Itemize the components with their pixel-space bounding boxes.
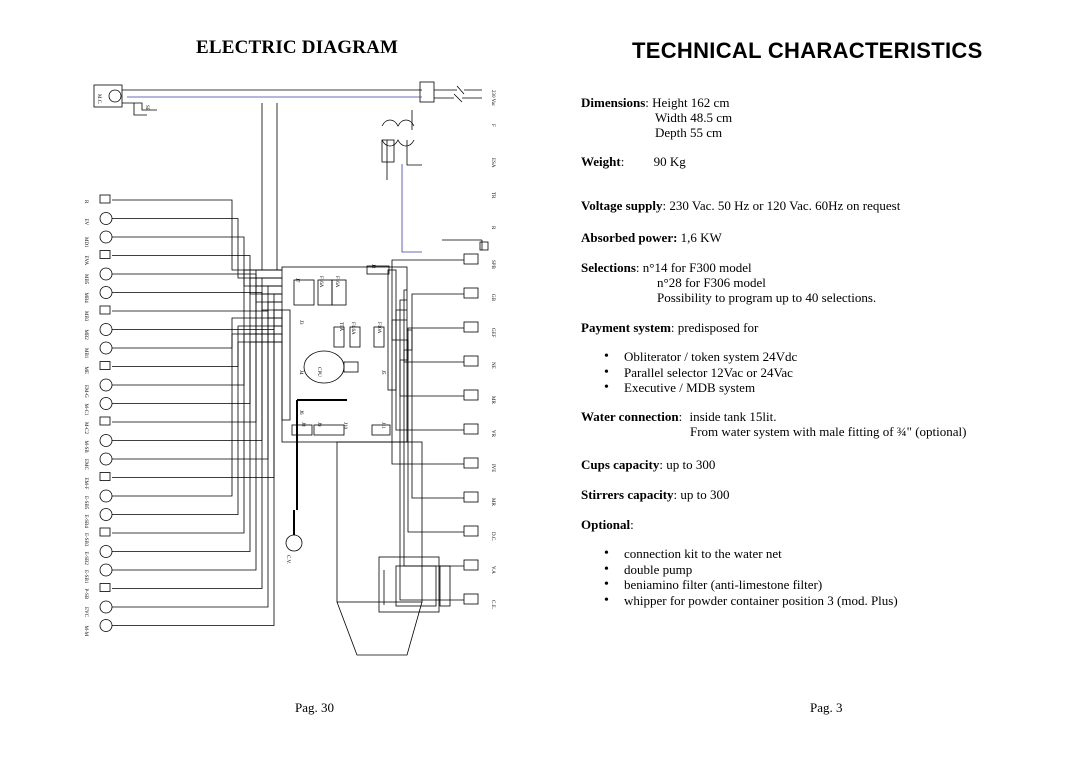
diagram-label-left: EM-G [83,385,88,398]
relay-component [100,528,110,536]
diagram-label-left: MB5 [83,274,88,285]
relay-component [100,251,110,259]
diagram-label-right: D.C. [490,532,495,542]
motor-component [100,509,112,521]
diagram-label-right: TR [490,192,495,199]
diagram-label-board: F16A [318,276,323,288]
diagram-label-board: J5 [380,370,385,375]
water-line2: From water system with male fitting of ¾" (optional) [690,424,967,439]
cups-row: Cups capacity: up to 300 [581,457,716,472]
selections-row: Selections: n°14 for F300 model [581,260,752,275]
payment-value: predisposed for [677,320,759,335]
diagram-label-left: EV [83,218,88,226]
diagram-label-board: J3 [298,320,303,325]
diagram-label-left: E-SB4 [83,514,88,528]
switch-component [464,458,478,468]
relay-component [100,195,110,203]
diagram-label-right: R [490,226,495,230]
switch-component [464,288,478,298]
diagram-label-left: MB1 [83,348,88,359]
weight-value: 90 Kg [653,154,686,169]
selections-label: Selections [581,260,636,275]
switch-component [464,492,478,502]
motor-component [100,342,112,354]
voltage-row: Voltage supply: 230 Vac. 50 Hz or 120 Vac. 60Hz on request [581,198,901,213]
diagram-label-left: E-SB5 [83,496,88,510]
diagram-label-board: J11 [380,422,385,429]
payment-label: Payment system [581,320,671,335]
motor-component [100,379,112,391]
diagram-label-left: M-C2 [83,422,88,434]
motor-component [100,601,112,613]
switch-component [464,560,478,570]
relay-component [100,417,110,425]
switch-component [464,390,478,400]
water-value: inside tank 15lit. [689,409,777,424]
cups-label: Cups capacity [581,457,660,472]
motor-component [100,490,112,502]
payment-list [604,349,797,396]
optional-item: • whipper for powder container position 3 (mod. Plus) [604,593,898,609]
electric-wiring-diagram [82,70,512,670]
payment-item: • Obliterator / token system 24Vdc [604,349,797,365]
voltage-value: 230 Vac. 50 Hz or 120 Vac. 60Hz on request [669,198,901,213]
diagram-label-top: M.C. [96,94,101,105]
diagram-label-right: 230 Vac [490,90,495,107]
motor-component [100,453,112,465]
weight-row: Weight: 90 Kg [581,154,686,169]
stirrers-row: Stirrers capacity: up to 300 [581,487,730,502]
diagram-label-right: IVE [490,464,495,473]
water-label: Water connection [581,409,679,424]
payment-item: • Parallel selector 12Vac or 24Vac [604,365,797,381]
diagram-label-left: MD1 [83,237,88,248]
diagram-label-right: F [490,124,495,127]
optional-item: • beniamino filter (anti-limestone filter) [604,577,898,593]
diagram-label-left: ME [83,366,88,374]
power-value: 1,6 KW [680,230,722,245]
motor-component [100,268,112,280]
switch-component [464,526,478,536]
diagram-label-left: EVA [83,255,88,266]
optional-list [604,546,898,608]
switch-component [464,424,478,434]
dimensions-width: Width 48.5 cm [655,110,733,125]
cups-value: up to 300 [666,457,716,472]
stirrers-label: Stirrers capacity [581,487,674,502]
power-label: Absorbed power: [581,230,678,245]
diagram-label-left: EVC [83,607,88,617]
power-row [581,230,722,245]
diagram-label-board: C.V. [285,555,290,564]
diagram-label-left: E-SB3 [83,533,88,547]
diagram-label-left: EM-F [83,477,88,490]
diagram-label-right: SPB [490,260,495,269]
left-page-number: Pag. 30 [295,700,334,715]
diagram-label-left: MB4 [83,292,88,303]
dimensions-row: Dimensions: Height 162 cm [581,95,730,110]
diagram-label-right: MR [490,396,495,404]
switch-component [464,356,478,366]
diagram-label-board: T5A [338,322,343,332]
relay-component [100,362,110,370]
diagram-label-right: V.A [490,566,495,574]
switch-component [464,254,478,264]
diagram-label-right: NE [490,362,495,369]
diagram-label-board: J2 [370,264,375,269]
diagram-label-left: E-SB1 [83,570,88,584]
optional-row: Optional: [581,517,634,532]
motor-component [100,213,112,225]
motor-component [100,564,112,576]
right-page-number: Pag. 3 [810,700,843,715]
diagram-label-left: MB3 [83,311,88,322]
weight-label: Weight [581,154,621,169]
diagram-label-left: E-SB2 [83,551,88,565]
optional-item: • double pump [604,562,898,578]
dimensions-label: Dimensions [581,95,646,110]
payment-item: • Executive / MDB system [604,380,797,396]
dimensions-height: Height 162 cm [652,95,730,110]
diagram-label-left: M-SB [83,440,88,453]
diagram-label-board: J4 [298,370,303,375]
diagram-label-left: M-M [83,625,88,637]
relay-component [100,306,110,314]
motor-component [100,231,112,243]
diagram-label-board: F16A [334,276,339,288]
relay-component [100,473,110,481]
motor-component [100,398,112,410]
diagram-label-right: ESA [490,158,495,168]
payment-row: Payment system: predisposed for [581,320,759,335]
diagram-label-left: R [83,200,88,204]
diagram-label-board: J8 [300,422,305,427]
diagram-label-board: J6 [298,410,303,415]
connector-coil [109,90,121,102]
motor-component [100,324,112,336]
selections-line3: Possibility to program up to 40 selections. [657,290,877,305]
stirrers-value: up to 300 [680,487,730,502]
diagram-label-board: J9 [316,422,321,427]
motor-component [100,435,112,447]
diagram-label-top: SE [144,105,149,111]
water-row: Water connection: inside tank 15lit. [581,409,777,424]
diagram-label-board: CPU [316,367,321,377]
diagram-label-right: GB [490,294,495,301]
diagram-label-board: J7 [294,278,299,283]
diagram-label-board: F1.6A [350,322,355,335]
selections-line2: n°28 for F306 model [657,275,766,290]
switch-component [464,322,478,332]
diagram-label-left: P-SB [83,588,88,600]
technical-characteristics-title: TECHNICAL CHARACTERISTICS [632,38,983,63]
diagram-label-right: C.E. [490,600,495,609]
electric-diagram-title: ELECTRIC DIAGRAM [196,37,399,58]
relay-component [100,584,110,592]
optional-label: Optional [581,517,631,532]
diagram-label-left: MB2 [83,329,88,340]
diagram-label-right: GEF [490,328,495,338]
diagram-label-left: M-C1 [83,403,88,416]
diagram-label-right: MR [490,498,495,506]
motor-component [100,620,112,632]
voltage-label: Voltage supply [581,198,663,213]
diagram-label-board: F10A [376,322,381,334]
diagram-label-board: J10 [342,422,347,429]
dimensions-depth: Depth 55 cm [655,125,723,140]
diagram-label-right: VR [490,430,495,437]
switch-component [464,594,478,604]
selections-line1: n°14 for F300 model [642,260,752,275]
diagram-label-left: EMC [83,459,88,470]
motor-component [100,287,112,299]
motor-component [100,546,112,558]
optional-item: • connection kit to the water net [604,546,898,562]
